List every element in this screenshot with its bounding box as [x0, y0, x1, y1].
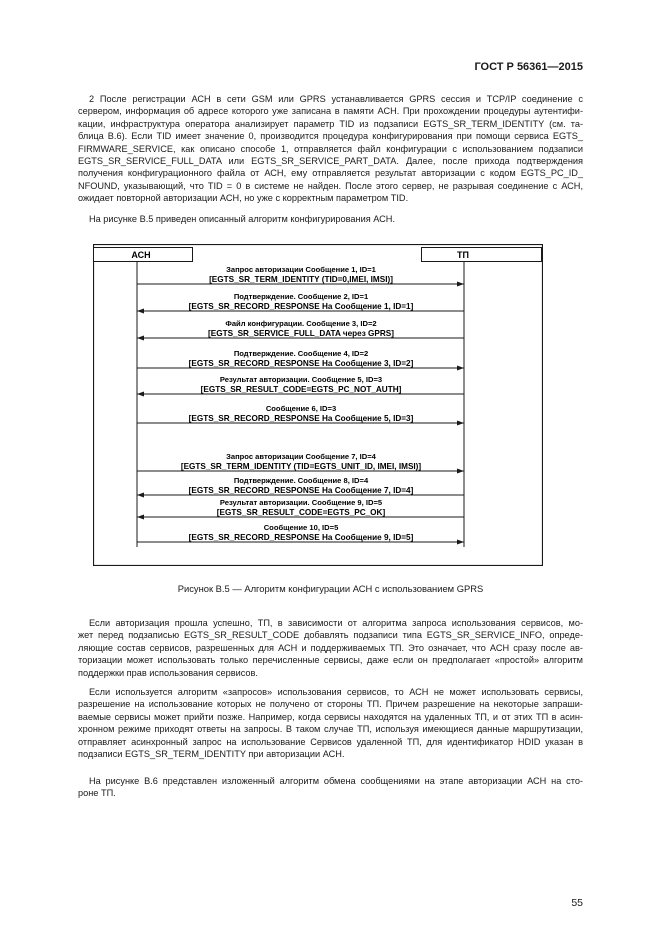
paragraph-line: ляющие состав сервисов, разрешенных для АСН и поддерживаемых ТП. Это означает, что АСН сразу после ав-: [78, 642, 583, 653]
paragraph-line: блица В.6). Если TID имеет значение 0, производится процедура конфигурирования при помощи сервиса EGTS_: [78, 131, 583, 142]
right-party-label: ТП: [457, 250, 469, 260]
message-title: Результат авторизации. Сообщение 5, ID=3: [219, 375, 383, 384]
paragraph-line: поддержки прав использования сервисов.: [78, 667, 258, 678]
message-payload: [EGTS_SR_RECORD_RESPONSE На Сообщение 7, ID=4]: [188, 486, 414, 495]
paragraph-line: Если авторизация прошла успешно, ТП, в зависимости от алгоритма запроса использования сервисов, мо-: [89, 618, 583, 628]
standard-header: ГОСТ Р 56361—2015: [474, 61, 583, 73]
message-payload: [EGTS_SR_RECORD_RESPONSE На Сообщение 3, ID=2]: [188, 359, 414, 368]
paragraph-line: жет перед подзаписью EGTS_SR_RESULT_CODE добавлять подзаписи типа EGTS_SR_SERVICE_INFO, опреде-: [78, 630, 583, 641]
message-arrowhead: [137, 309, 144, 314]
message-arrowhead: [137, 493, 144, 498]
paragraph-line: EGTS_SR_SERVICE_FULL_DATA или EGTS_SR_SERVICE_PART_DATA. Далее, после прихода подтверждения: [78, 156, 583, 167]
paragraph-line: NFOUND, указывающий, что TID = 0 в системе не найден. После этого сервер, не разрывая соединение с АСН,: [78, 180, 583, 191]
paragraph-line: роне ТП.: [78, 788, 116, 799]
paragraph-line: отправляет асинхронный запрос на использование Сервисов удаленной ТП, для идентификатор HDID указан в: [78, 736, 583, 747]
paragraph-line: хронном режиме приходят ответы на запросы. В таком случае ТП, используя имеющиеся данные маршрутизации,: [78, 724, 583, 735]
message-payload: [EGTS_SR_TERM_IDENTITY (TID=EGTS_UNIT_ID, IMEI, IMSI)]: [180, 462, 422, 471]
message-payload: [EGTS_SR_RECORD_RESPONSE На Сообщение 9, ID=5]: [188, 533, 414, 542]
message-title: Запрос авторизации Сообщение 1, ID=1: [226, 265, 376, 274]
paragraph-line: сервером, информация об адресе которого уже записана в памяти АСН. При прохождении процедуры аутентифи-: [78, 106, 583, 117]
figure-caption: Рисунок В.5 — Алгоритм конфигурации АСН с использованием GPRS: [177, 583, 484, 594]
paragraph-line: 2 После регистрации АСН в сети GSM или GPRS устанавливается GPRS сессия и TCP/IP соединение с: [89, 94, 583, 104]
message-payload: [EGTS_SR_SERVICE_FULL_DATA через GPRS]: [208, 329, 394, 338]
message-title: Сообщение 10, ID=5: [263, 523, 339, 532]
message-title: Подтверждение. Сообщение 4, ID=2: [233, 349, 369, 358]
message-arrowhead: [457, 421, 464, 426]
message-title: Сообщение 6, ID=3: [265, 404, 337, 413]
message-payload: [EGTS_SR_RESULT_CODE=EGTS_PC_NOT_AUTH]: [200, 385, 402, 394]
message-arrowhead: [137, 515, 144, 520]
paragraph-line: подзаписи EGTS_SR_TERM_IDENTITY при авторизации АСН.: [78, 749, 345, 760]
sequence-diagram: [93, 244, 543, 566]
message-payload: [EGTS_SR_TERM_IDENTITY (TID=0,IMEI, IMSI)]: [209, 275, 393, 284]
paragraph-2: [78, 213, 583, 225]
paragraph-line: Если используется алгоритм «запросов» использования сервисов, то АСН не может использовать сервисы,: [89, 687, 583, 697]
message-title: Файл конфигурации. Сообщение 3, ID=2: [225, 319, 377, 328]
paragraph-1: [78, 93, 583, 205]
message-title: Подтверждение. Сообщение 8, ID=4: [233, 476, 369, 485]
paragraph-line: торизации может использовать только перечисленные сервисы, даже если он предполагает «простой» алгоритм: [78, 655, 583, 666]
paragraph-line: ожидает повторной авторизации АСН, но уже с корректным параметром TID.: [78, 193, 409, 204]
paragraph-line: разрешение на использование которых не получено от стороны ТП. Причем разрешение на некоторые запраши-: [78, 699, 583, 710]
paragraph-line: На рисунке В.6 представлен изложенный алгоритм обмена сообщениями на этапе авторизации АСН на сто-: [89, 776, 583, 786]
message-arrowhead: [457, 540, 464, 545]
paragraph-line: получения конфигурационного файла от АСН, ему отправляется результат авторизации с кодом EGTS_PC_ID_: [78, 168, 583, 179]
paragraph-line: На рисунке В.5 приведен описанный алгоритм конфигурирования АСН.: [89, 214, 395, 224]
message-title: Подтверждение. Сообщение 2, ID=1: [233, 292, 369, 301]
left-party-label: АСН: [131, 250, 151, 260]
message-arrowhead: [457, 366, 464, 371]
message-arrowhead: [137, 336, 144, 341]
page-number: 55: [571, 897, 583, 909]
paragraph-4: [78, 686, 583, 760]
message-arrowhead: [137, 392, 144, 397]
paragraph-line: кации, инфраструктура оператора анализирует параметр TID из подзаписи EGTS_SR_TERM_IDENTITY (см. та-: [78, 118, 583, 129]
sequence-diagram-svg: [93, 244, 543, 566]
message-title: Запрос авторизации Сообщение 7, ID=4: [226, 452, 376, 461]
message-payload: [EGTS_SR_RECORD_RESPONSE На Сообщение 1, ID=1]: [188, 302, 414, 311]
right-party-box: [422, 248, 542, 262]
paragraph-line: ваемые сервисы может прийти позже. Например, когда сервисы находятся на удаленных ТП, и от этих ТП в асин-: [78, 711, 583, 722]
paragraph-5: [78, 775, 583, 800]
message-arrowhead: [457, 469, 464, 474]
paragraph-3: [78, 617, 583, 679]
message-group: [137, 265, 464, 545]
message-payload: [EGTS_SR_RESULT_CODE=EGTS_PC_OK]: [216, 508, 386, 517]
paragraph-line: FIRMWARE_SERVICE, как описано способе 1, отправляется файл конфигурации с использованием подзаписи: [78, 143, 583, 154]
message-arrowhead: [457, 282, 464, 287]
message-title: Результат авторизации. Сообщение 9, ID=5: [219, 498, 383, 507]
message-payload: [EGTS_SR_RECORD_RESPONSE На Сообщение 5, ID=3]: [188, 414, 414, 423]
